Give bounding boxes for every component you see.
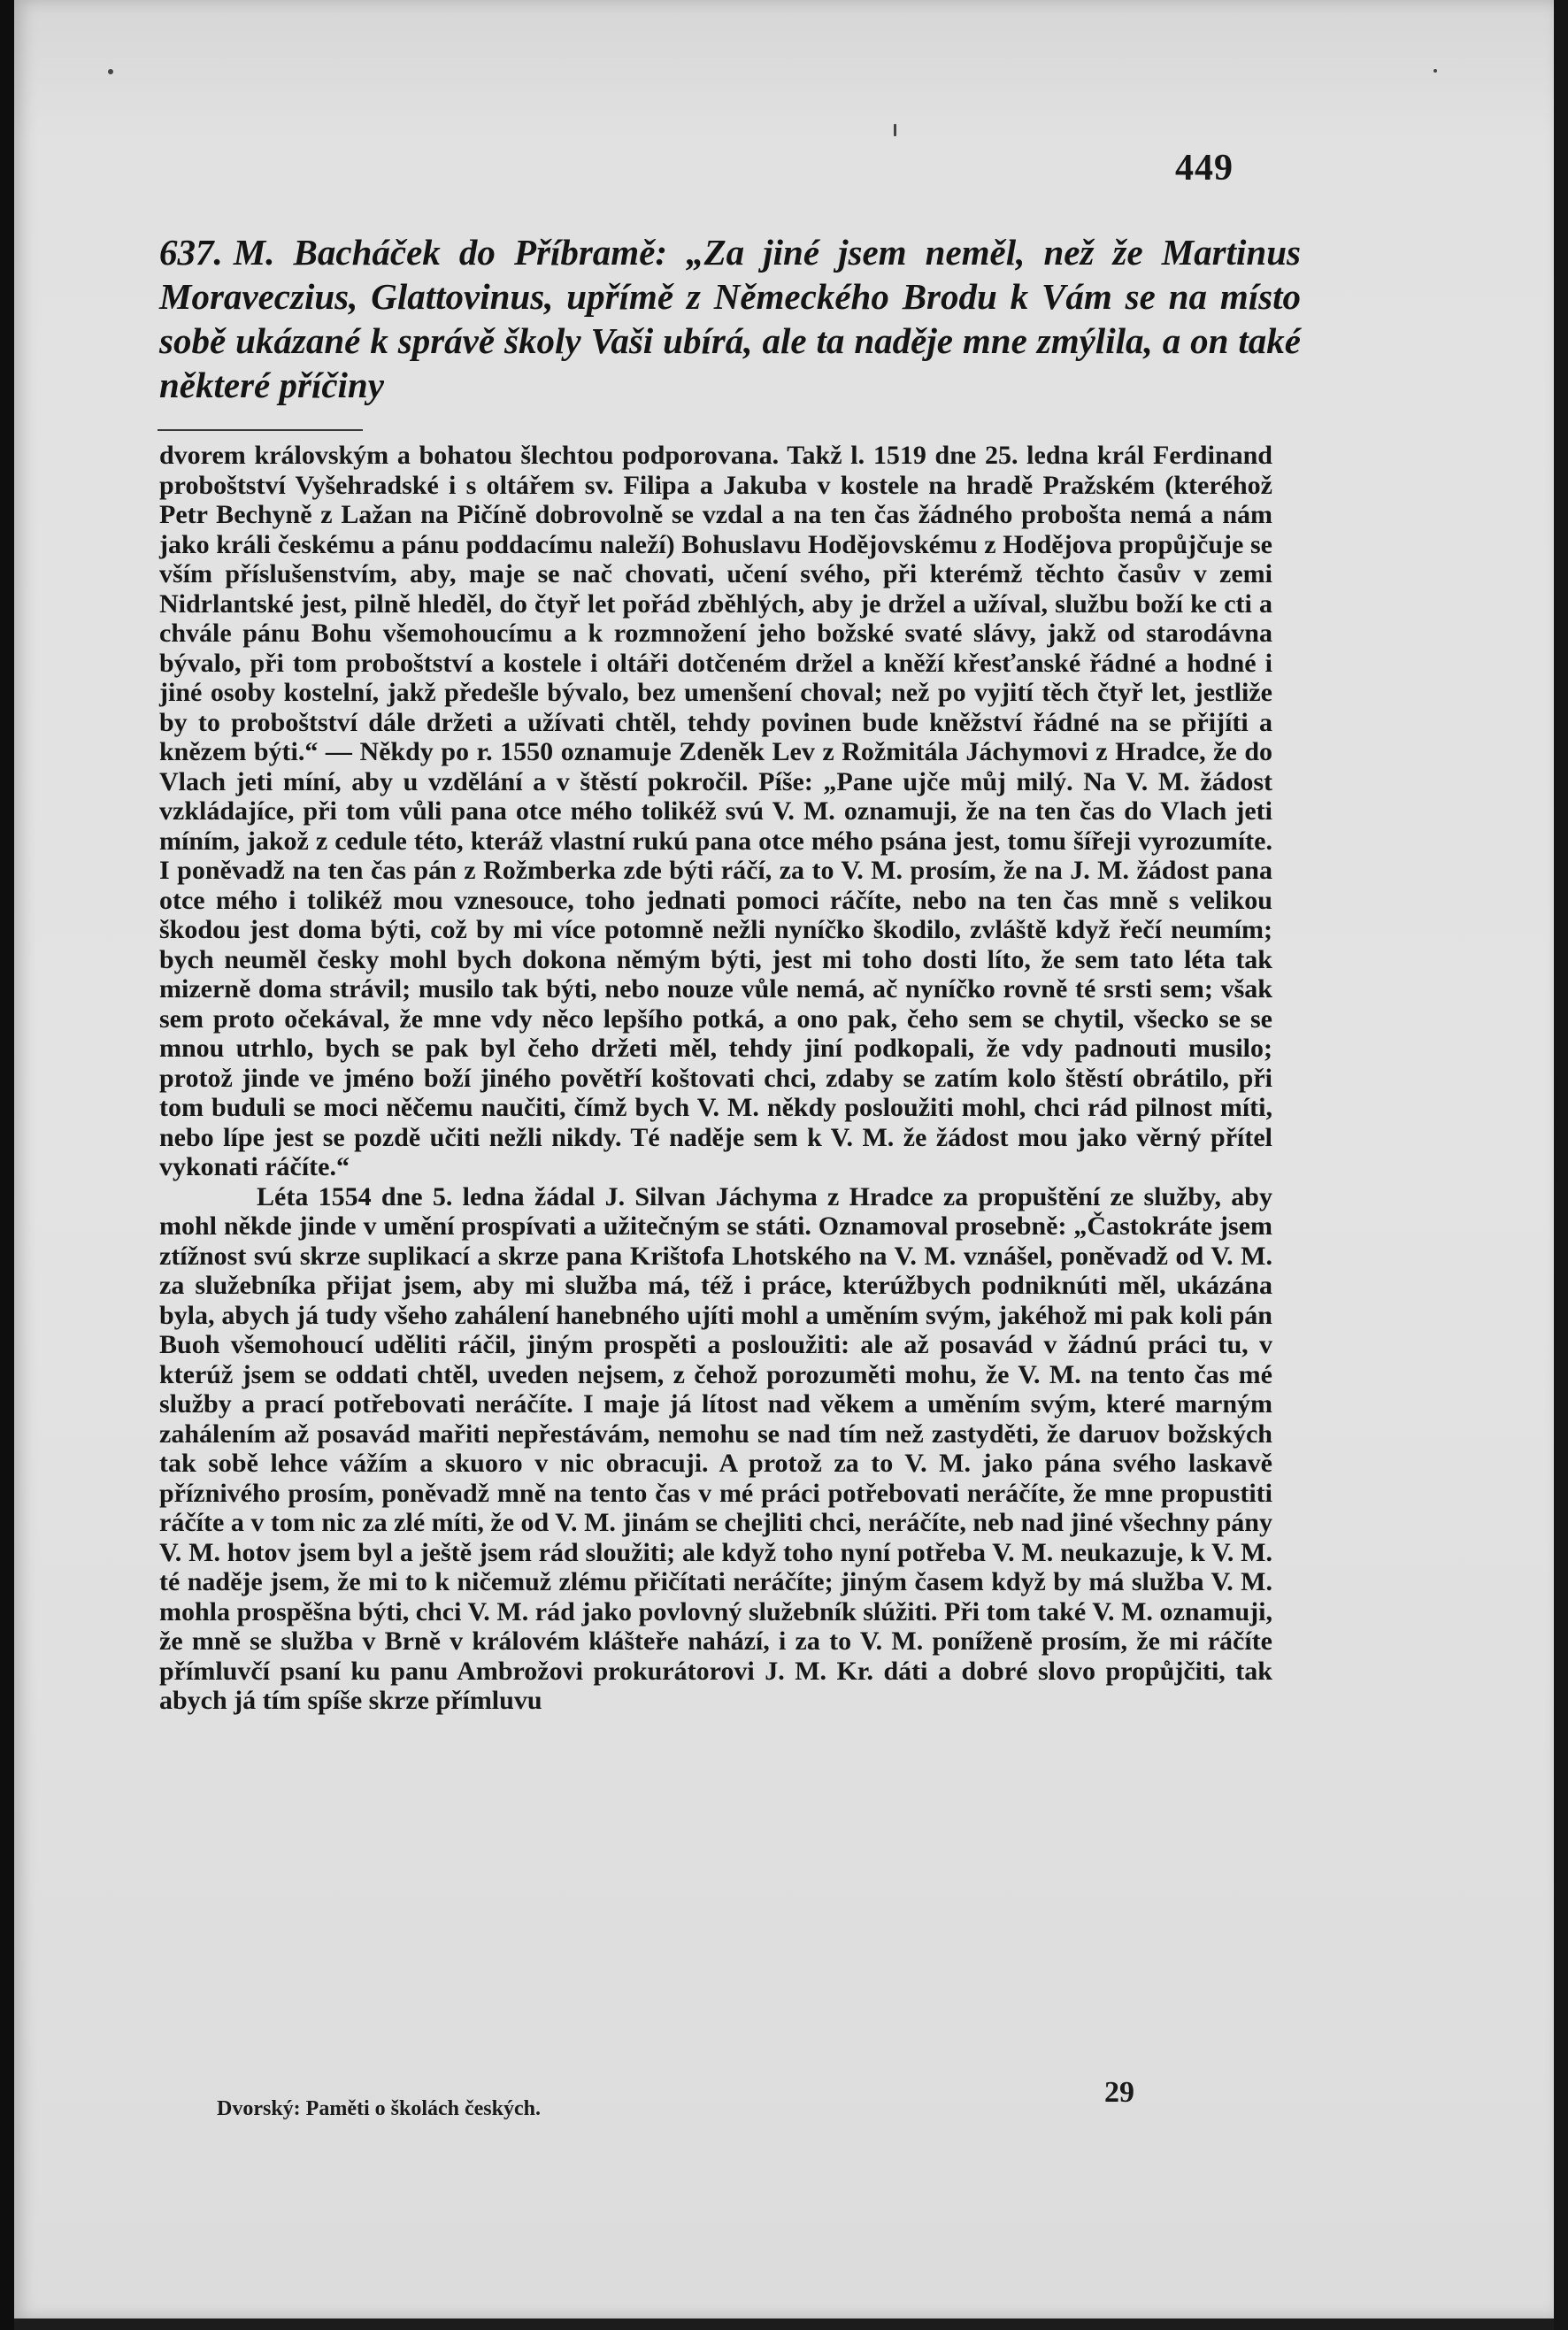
scan-speck [108,69,113,74]
scan-border-left [0,0,14,2330]
body-text [159,441,1272,1716]
scan-speck [1433,69,1437,73]
scan-border-right [1554,0,1568,2330]
section-number: 637. [159,232,223,273]
paragraph: dvorem královským a bohatou šlechtou podporovana. Takž l. 1519 dne 25. ledna král Ferdinand proboštství Vyšehradské i s oltářem sv. Filipa a Jakuba v kostele na hradě Pražském (kteréhož Petr Bechyně z Lažan na Pičíně dobrovolně se vzdal a na ten čas žádného probošta nemá a nám jako králi českému a pánu poddacímu naleží) Bohuslavu Hodějovskému z Hodějova propůjčuje se vším příslušenstvím, aby, maje se nač chovati, učení svého, při kterémž těchto časův v zemi Nidrlantské jest, pilně hleděl, do čtyř let pořád zběhlých, aby je držel a užíval, službu boží ke cti a chvále pánu Bohu všemohoucímu a k rozmnožení jeho božské svaté slávy, jakž od starodávna bývalo, při tom proboštství a kostele i oltáři dotčeném držel a kněží křesťanské řádné a hodné i jiné osoby kostelní, jakž předešle bývalo, bez umenšení choval; než po vyjití těch čtyř let, jestliže by to proboštství dále držeti a užívati chtěl, tehdy povinen bude kněžství řádné na se přijíti a knězem býti.“ — Někdy po r. 1550 oznamuje Zdeněk Lev z Rožmitála Jáchymovi z Hradce, že do Vlach jeti míní, aby u vzdělání a v štěstí pokročil. Píše: „Pane ujče můj milý. Na V. M. žádost vzkládajíce, při tom vůli pana otce mého tolikéž svú V. M. oznamuji, že na ten čas do Vlach jeti míním, jakož z cedule této, kteráž vlastní rukú pana otce mého psána jest, tomu šířeji vyrozumíte. I poněvadž na ten čas pán z Rožmberka zde býti ráčí, za to V. M. prosím, že na J. M. žádost pana otce mého i tolikéž mou vznesouce, toho jednati pomoci ráčíte, nebo na ten čas mně s velikou škodou jest doma býti, což by mi více potomně nežli nyníčko škodilo, zvláště když řečí neumím; bych neuměl česky mohl bych dokona němým býti, jest mi toho dosti líto, že sem tato léta tak mizerně doma strávil; musilo tak býti, nebo nouze vůle nemá, ač nyníčko rovně té srsti sem; však sem proto očekával, že mne vdy něco lepšího potká, a ono pak, čeho sem se chytil, všecko se se mnou utrhlo, bych se pak byl čeho držeti měl, tehdy jiní podkopali, že vdy padnouti musilo; protož jinde ve jméno boží jiného povětří koštovati chci, zdaby se zatím kolo štěstí obrátilo, při tom buduli se moci něčemu naučiti, čímž bych V. M. někdy posloužiti mohl, chci rád pilnost míti, nebo lípe jest se pozdě učiti nežli nikdy. Té naděje sem k V. M. že žádost mou jako věrný přítel vykonati ráčíte.“ [159,441,1272,1181]
footer-signature-number: 29 [1104,2076,1134,2109]
section-heading-text: M. Bacháček do Příbramě: „Za jiné jsem neměl, než že Martinus Moraveczius, Glattovinus, upřímě z Německého Brodu k Vám se na místo sobě ukázané k správě školy Vaši ubírá, ale ta naděje mne zmýlila, a on také některé příčiny [159,232,1301,405]
paragraph: Léta 1554 dne 5. ledna žádal J. Silvan Jáchyma z Hradce za propuštění ze služby, aby mohl někde jinde v umění prospívati a užitečným se státi. Oznamoval prosebně: „Častokráte jsem ztížnost svú skrze suplikací a skrze pana Krištofa Lhotského na V. M. vznášel, poněvadž od V. M. za služebníka přijat jsem, aby mi služba má, též i práce, kterúžbych podniknúti měl, ukázána byla, abych já tudy všeho zahálení hanebného ujíti mohl a uměním svým, jakéhož mi pak koli pán Buoh všemohoucí uděliti ráčil, jiným prospěti a posloužiti: ale až posavád v žádnú práci tu, v kterúž jsem se oddati chtěl, uveden nejsem, z čehož porozuměti mohu, že V. M. na tento čas mé služby a prací potřebovati neráčíte. I maje já lítost nad věkem a uměním svým, které marným zahálením až posavád mařiti nepřestávám, nemohu se nad tím než zastyděti, že daruov božských tak sobě lehce vážím a skuoro v nic obracuji. A protož za to V. M. jako pána svého laskavě příznivého prosím, poněvadž mně na tento čas v mé práci potřebovati neráčíte, že mne propustiti ráčíte a v tom nic za zlé míti, že od V. M. jinám se chejliti chci, neráčíte, neb nad jiné všechny pány V. M. hotov jsem byl a ještě jsem rád sloužiti; ale když toho nyní potřeba V. M. neukazuje, k V. M. té naděje jsem, že mi to k ničemuž zlému přičítati neráčíte; jiným časem když by má služba V. M. mohla prospěšna býti, chci V. M. rád jako povlovný služebník slúžiti. Při tom také V. M. oznamuji, že mně se služba v Brně v královém klášteře nahází, i za to V. M. poníženě prosím, že mi ráčíte přímluvčí psaní ku panu Ambrožovi prokurátorovi J. M. Kr. dáti a dobré slovo propůjčiti, tak abych já tím spíše skrze přímluvu [159,1181,1272,1715]
footnote-rule [158,429,363,431]
scan-speck [894,124,896,136]
section-heading [159,230,1301,407]
page-number: 449 [1175,148,1234,188]
footer-source: Dvorský: Paměti o školách českých. [217,2097,541,2120]
